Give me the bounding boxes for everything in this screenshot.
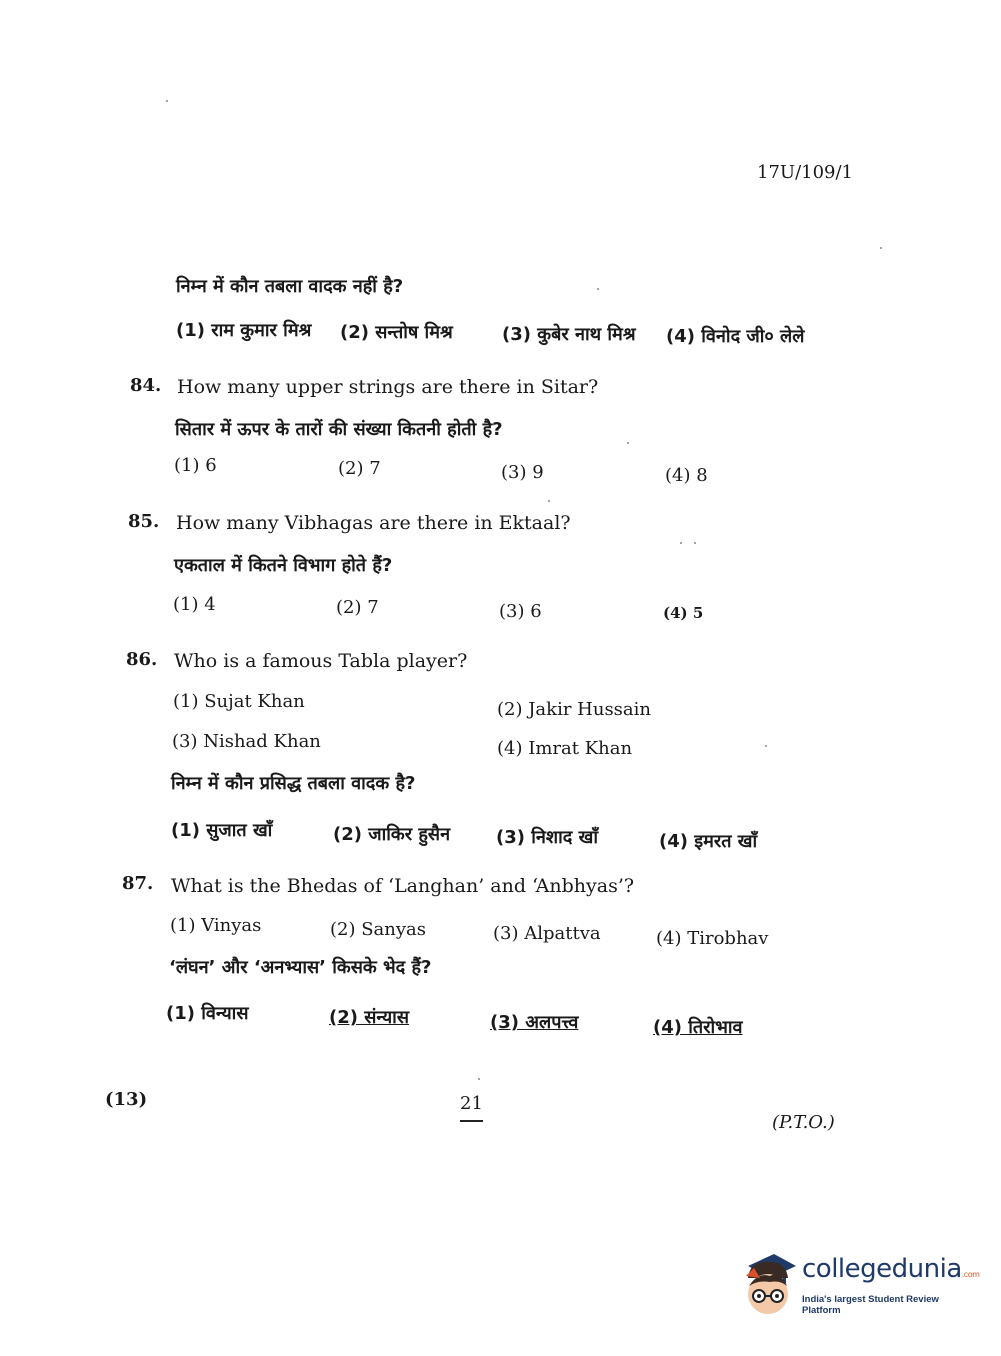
q85-option-1: (1) 4: [173, 594, 216, 615]
brand-name: collegedunia: [802, 1254, 962, 1284]
brand-domain: .com: [961, 1270, 980, 1279]
q87-option-1-hi: (1) विन्यास: [166, 1003, 249, 1024]
q87-option-2-en: (2) Sanyas: [330, 919, 427, 940]
brand-tagline: India's largest Student Review Platform: [802, 1294, 939, 1316]
q83-option-4: (4) विनोद जी० लेले: [666, 326, 805, 347]
q83-option-3: (3) कुबेर नाथ मिश्र: [502, 324, 636, 345]
q86-option-1-en: (1) Sujat Khan: [173, 691, 305, 712]
q84-option-3: (3) 9: [501, 462, 544, 483]
speck: [166, 100, 168, 102]
speck: [597, 288, 599, 290]
q87-number: 87.: [122, 873, 154, 894]
paper-code: 17U/109/1: [757, 162, 854, 183]
q85-number: 85.: [128, 511, 160, 532]
q87-english: What is the Bhedas of ‘Langhan’ and ‘Anbhyas’?: [171, 875, 635, 897]
mascot-icon: [740, 1248, 800, 1318]
q84-option-1: (1) 6: [174, 455, 217, 476]
booklet-number: (13): [105, 1089, 148, 1110]
q86-option-2-hi: (2) जाकिर हुसैन: [333, 824, 451, 845]
speck: [627, 442, 629, 444]
q83-hindi: निम्न में कौन तबला वादक नहीं है?: [176, 276, 404, 297]
q85-option-4: (4) 5: [663, 604, 704, 622]
q86-number: 86.: [126, 649, 158, 670]
q86-option-4-en: (4) Imrat Khan: [497, 738, 633, 759]
q87-option-2-hi: (2) संन्यास: [329, 1007, 409, 1028]
speck: [880, 247, 882, 249]
q87-option-1-en: (1) Vinyas: [170, 915, 262, 936]
page-number: 21: [460, 1093, 483, 1122]
speck: [680, 542, 682, 544]
q85-option-3: (3) 6: [499, 601, 542, 622]
speck: [765, 745, 767, 747]
q86-option-3-hi: (3) निशाद खाँ: [496, 827, 599, 848]
q83-option-1: (1) राम कुमार मिश्र: [176, 320, 312, 341]
q87-option-4-en: (4) Tirobhav: [656, 928, 769, 949]
speck: [694, 542, 696, 544]
q85-option-2: (2) 7: [336, 597, 379, 618]
q85-hindi: एकताल में कितने विभाग होते हैं?: [174, 555, 393, 576]
q87-option-3-en: (3) Alpattva: [493, 923, 601, 944]
q86-hindi: निम्न में कौन प्रसिद्ध तबला वादक है?: [171, 773, 416, 794]
q84-option-4: (4) 8: [665, 465, 708, 486]
speck: [478, 1078, 480, 1080]
pto-label: (P.T.O.): [772, 1112, 835, 1133]
speck: [548, 500, 550, 502]
q84-number: 84.: [130, 375, 162, 396]
q87-option-4-hi: (4) तिरोभाव: [653, 1017, 743, 1038]
q84-option-2: (2) 7: [338, 458, 381, 479]
q84-hindi: सितार में ऊपर के तारों की संख्या कितनी होती है?: [175, 419, 503, 440]
q86-option-3-en: (3) Nishad Khan: [172, 731, 321, 752]
q86-option-1-hi: (1) सुजात खाँ: [171, 820, 273, 841]
q84-english: How many upper strings are there in Sitar?: [177, 376, 599, 398]
collegedunia-watermark: [740, 1248, 980, 1323]
q86-option-2-en: (2) Jakir Hussain: [497, 699, 652, 720]
q86-english: Who is a famous Tabla player?: [174, 650, 468, 672]
q83-option-2: (2) सन्तोष मिश्र: [340, 322, 453, 343]
q86-option-4-hi: (4) इमरत खाँ: [659, 831, 758, 852]
q87-hindi: ‘लंघन’ और ‘अनभ्यास’ किसके भेद हैं?: [169, 957, 432, 978]
q87-option-3-hi: (3) अलपत्त्व: [490, 1012, 579, 1033]
q85-english: How many Vibhagas are there in Ektaal?: [176, 512, 571, 534]
